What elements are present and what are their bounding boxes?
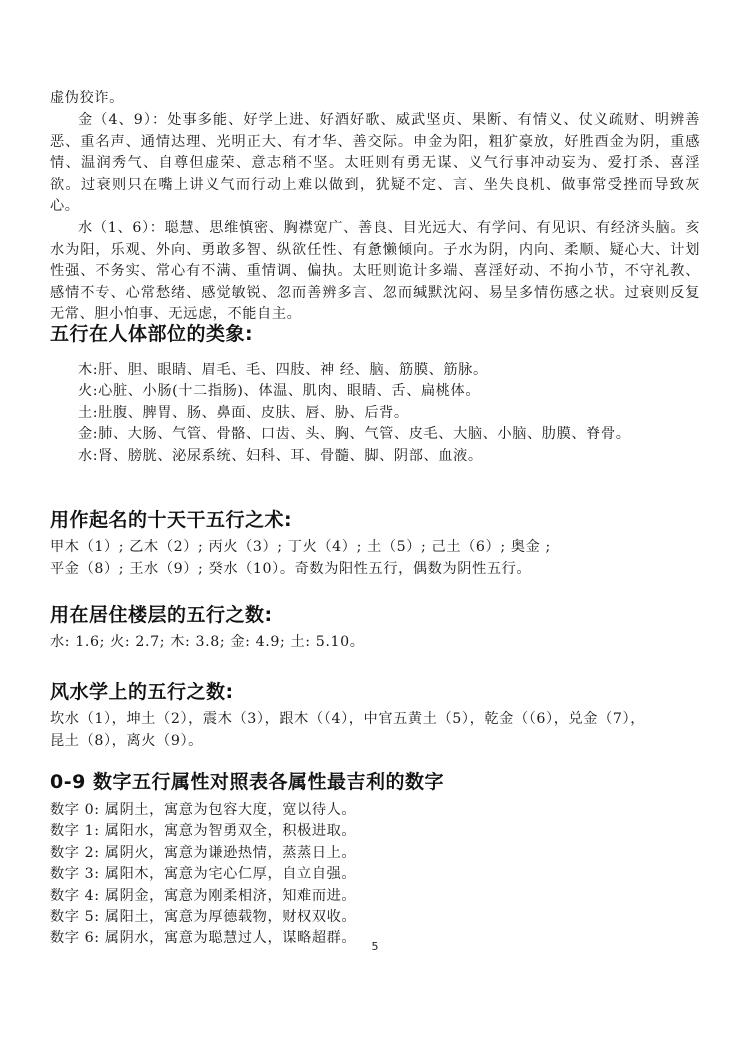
list-item: 数字 4: 属阴金，寓意为刚柔相济，知难而进。	[50, 887, 357, 904]
fengshui-line-1: 坎水（1），坤土（2），震木（3），跟木（（4），中官五黄土（5），乾金（（6），兑金（7），	[50, 711, 645, 727]
stems-line-1: 甲木（1）; 乙木（2）; 丙火（3）; 丁火（4）; 土（5）; 己土（6）; 奥金 ;	[50, 539, 551, 555]
list-item: 木:肝、胆、眼睛、眉毛、毛、四肢、神 经、脑、筋膜、筋脉。	[78, 362, 488, 378]
section-title-heavenly-stems: 用作起名的十天干五行之术:	[50, 509, 293, 531]
list-item: 金:肺、大肠、气管、骨骼、口齿、头、胸、气管、皮毛、大脑、小脑、肋膜、脊骨。	[78, 426, 631, 443]
floor-numbers-line: 水: 1.6; 火: 2.7; 木: 3.8; 金: 4.9; 土: 5.10。	[50, 634, 365, 650]
page-number: 5	[371, 940, 379, 953]
paragraph-jin: 金（4、9）：处事多能、好学上进、好酒好歌、威武坚贞、果断、有情义、仗义疏财、明辨善恶、重名声、通情达理、光明正大、有才华、善交际。申金为阳，粗犷豪放，好胜酉金为阴，重感情、温润秀气、自尊但虚荣、意志稍不坚。太旺则有勇无谋、义气行事冲动妄为、爱打杀、喜淫欲。过衰则只在嘴上讲义气而行动上难以做到，犹疑不定、言、坐失良机、做事常受挫而导致灰心。	[50, 112, 700, 215]
list-item: 数字 5: 属阳土，寓意为厚德载物，财权双收。	[50, 909, 357, 926]
section-title-fengshui: 风水学上的五行之数:	[50, 681, 234, 703]
paragraph-shui: 水（1、6）：聪慧、思维慎密、胸襟宽广、善良、目光远大、有学问、有见识、有经济头脑。亥水为阳，乐观、外向、勇敢多智、纵欲任性、有惫懒倾向。子水为阴，内向、柔顺、疑心大、计划性强、不务实、常心有不满、重情调、偏执。太旺则诡计多端、喜淫好动、不拘小节，不守礼教、感情不专、心常愁绪、感觉敏锐、忽而善辨多言、忽而缄默沈闷、易呈多情伤感之状。过衰则反复无常、胆小怕事、无远虑，不能自主。	[50, 220, 700, 323]
list-item: 数字 2: 属阴火，寓意为谦逊热情，蒸蒸日上。	[50, 844, 357, 861]
section-title-body-parts: 五行在人体部位的类象:	[50, 323, 254, 345]
intro-line: 虚伪狡诈。	[50, 90, 124, 106]
section-title-floors: 用在居住楼层的五行之数:	[50, 604, 273, 626]
list-item: 数字 6: 属阴水，寓意为聪慧过人，谋略超群。	[50, 930, 357, 947]
list-item: 数字 1: 属阳水，寓意为智勇双全，积极进取。	[50, 823, 357, 840]
digits-list	[50, 800, 356, 950]
fengshui-line-2: 昆土（8），离火（9）。	[50, 733, 203, 749]
list-item: 火:心脏、小肠(十二指肠)、体温、肌肉、眼睛、舌、扁桃体。	[78, 383, 481, 400]
list-item: 土:肚腹、脾胃、肠、鼻面、皮肤、唇、胁、后背。	[78, 404, 409, 421]
list-item: 水:肾、膀胱、泌尿系统、妇科、耳、骨髓、脚、阴部、血液。	[78, 447, 483, 464]
stems-line-2: 平金（8）; 王水（9）; 癸水（10）。奇数为阳性五行，偶数为阴性五行。	[50, 561, 532, 577]
body-parts-list	[78, 360, 631, 467]
list-item: 数字 0: 属阴土，寓意为包容大度，宽以待人。	[50, 802, 357, 818]
list-item: 数字 3: 属阳木，寓意为宅心仁厚，自立自强。	[50, 866, 357, 883]
section-title-digits: 0-9 数字五行属性对照表各属性最吉利的数字	[50, 771, 444, 793]
